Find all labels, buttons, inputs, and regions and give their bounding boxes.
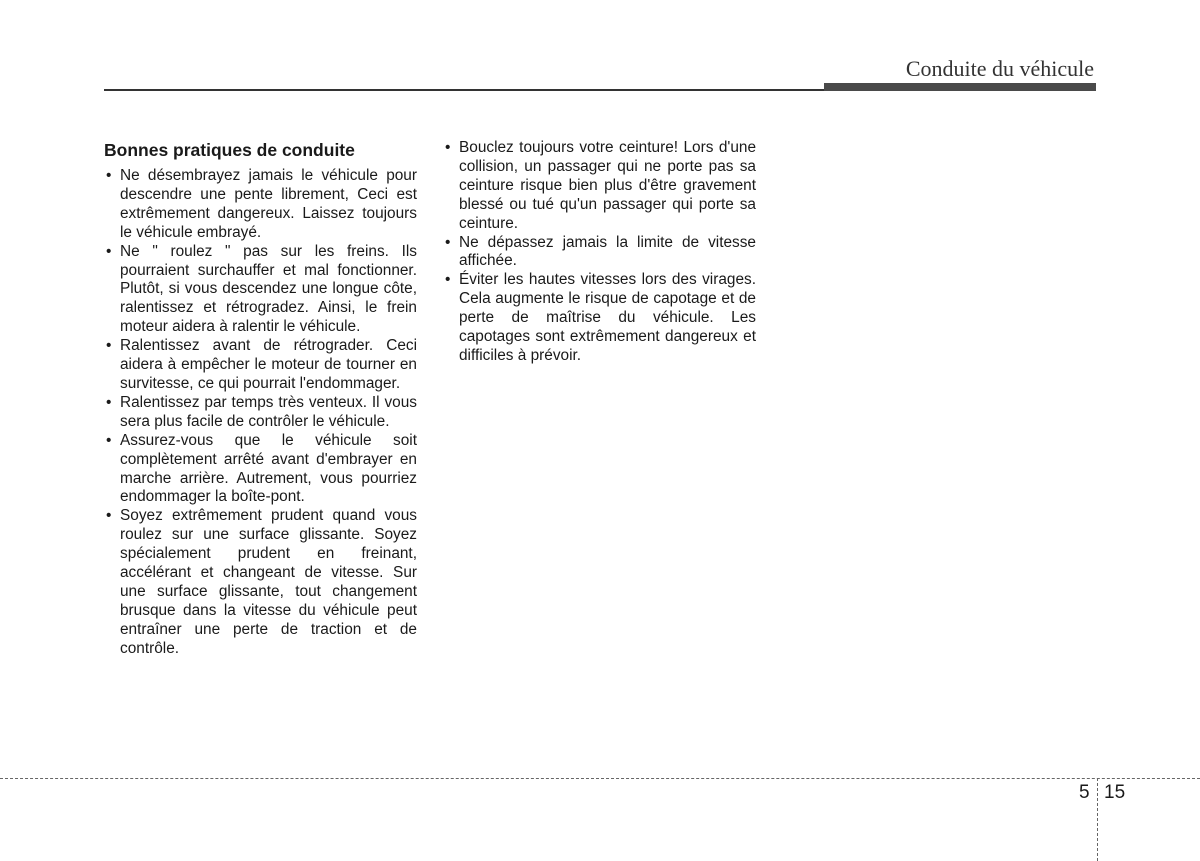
- list-item: • Assurez-vous que le véhicule soit complètement arrêté avant d'embrayer en marche arrière. Autrement, vous pourriez endommager la boîte-pont.: [104, 432, 417, 508]
- section-heading: Bonnes pratiques de conduite: [104, 140, 355, 160]
- list-item: • Ne dépassez jamais la limite de vitesse affichée.: [443, 234, 756, 272]
- list-item: • Ne " roulez " pas sur les freins. Ils pourraient surchauffer et mal fonctionner. Plutôt, si vous descendez une longue côte, ralentissez et rétrogradez. Ainsi, le frein moteur aidera à ralentir le véhicule.: [104, 243, 417, 338]
- chapter-number: 5: [1079, 782, 1090, 803]
- list-item: • Ralentissez par temps très venteux. Il vous sera plus facile de contrôler le véhicule.: [104, 394, 417, 432]
- list-item: • Éviter les hautes vitesses lors des virages. Cela augmente le risque de capotage et de perte de maîtrise du véhicule. Les capotages sont extrêmement dangereux et difficiles à prévoir.: [443, 271, 756, 366]
- left-bullet-list: [104, 167, 417, 659]
- page-number: 15: [1104, 782, 1126, 803]
- footer-vertical-divider: [1097, 778, 1098, 861]
- right-bullet-list: [443, 139, 756, 366]
- left-column: [104, 137, 417, 659]
- footer-divider: [0, 778, 1200, 779]
- header-rule-thin: [104, 89, 828, 91]
- right-column: [443, 139, 756, 366]
- list-item: • Soyez extrêmement prudent quand vous roulez sur une surface glissante. Soyez spécialement prudent en freinant, accélérant et changeant de vitesse. Sur une surface glissante, tout changement brusque dans la vitesse du véhicule peut entraîner une perte de traction et de contrôle.: [104, 507, 417, 658]
- list-item: • Ne désembrayez jamais le véhicule pour descendre une pente librement, Ceci est extrêmement dangereux. Laissez toujours le véhicule embrayé.: [104, 167, 417, 243]
- page-header-title: Conduite du véhicule: [905, 56, 1094, 81]
- list-item: • Ralentissez avant de rétrograder. Ceci aidera à empêcher le moteur de tourner en survitesse, ce qui pourrait l'endommager.: [104, 337, 417, 394]
- header-rule-thick: [824, 83, 1096, 91]
- list-item: • Bouclez toujours votre ceinture! Lors d'une collision, un passager qui ne porte pas sa ceinture risque bien plus d'être gravement blessé ou tué qu'un passager qui porte sa ceinture.: [443, 139, 756, 234]
